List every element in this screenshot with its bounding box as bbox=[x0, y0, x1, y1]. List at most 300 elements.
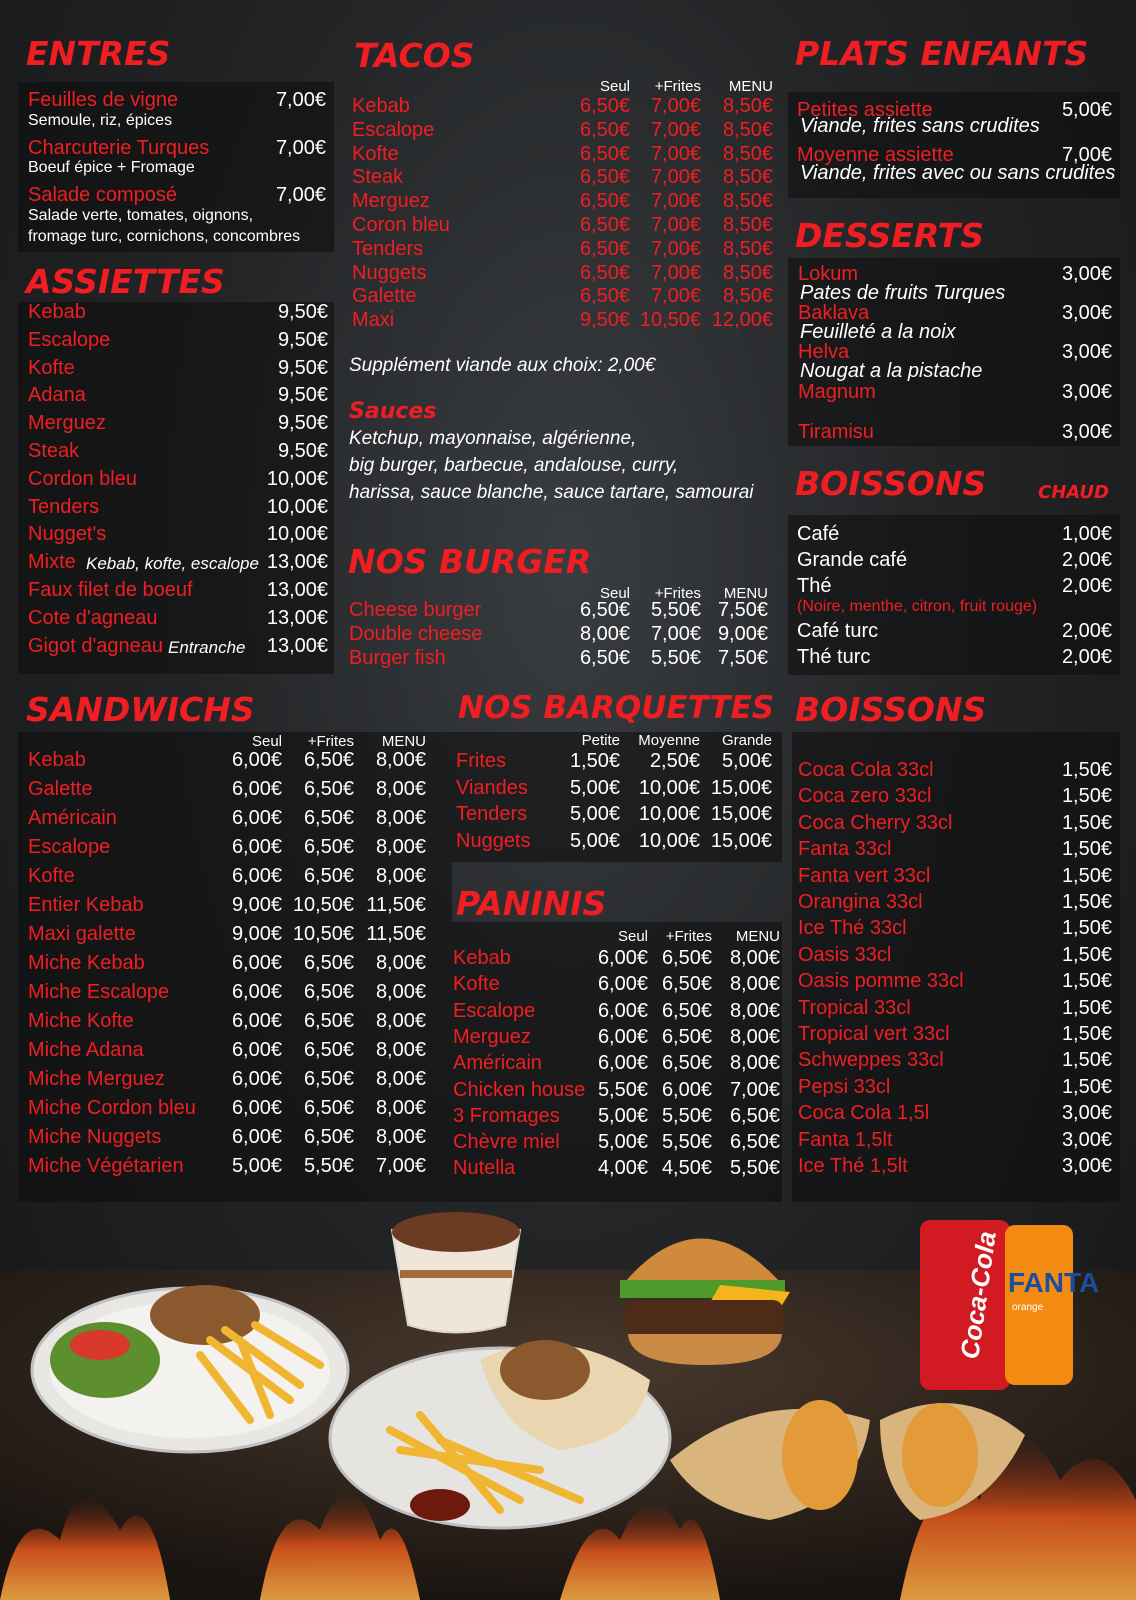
list-item-price: 3,00€ bbox=[1061, 381, 1112, 403]
table-row-name: 3 Fromages bbox=[453, 1104, 560, 1127]
table-row-price: 11,50€ bbox=[366, 894, 426, 916]
list-item-name: Kebab bbox=[28, 301, 86, 323]
table-row-name: Escalope bbox=[352, 118, 435, 141]
list-item-price: 2,00€ bbox=[1061, 549, 1112, 571]
list-item-name: Fanta vert 33cl bbox=[798, 864, 931, 887]
table-row-price: 6,50€ bbox=[579, 118, 630, 141]
table-row-name: Viandes bbox=[456, 776, 528, 799]
list-item-name: Lokum bbox=[798, 263, 859, 285]
list-item-name: Ice Thé 33cl bbox=[798, 917, 907, 940]
table-row-price: 6,00€ bbox=[231, 1010, 282, 1032]
coca-cola-can bbox=[920, 1220, 1010, 1390]
list-item-desc: Viande, frites avec ou sans crudites bbox=[800, 162, 1116, 184]
table-row-name: Miche Merguez bbox=[28, 1068, 165, 1090]
table-row-price: 6,50€ bbox=[579, 142, 630, 165]
table-row-price: 6,50€ bbox=[579, 190, 630, 213]
list-item-name: Kofte bbox=[28, 356, 75, 379]
table-row-price: 4,50€ bbox=[661, 1157, 712, 1180]
list-item-price: 1,50€ bbox=[1061, 864, 1112, 887]
list-item-price: 3,00€ bbox=[1061, 1155, 1112, 1177]
list-item-name: Tenders bbox=[28, 495, 100, 518]
table-row-price: 9,00€ bbox=[231, 894, 282, 916]
sandwichs-heading: SANDWICHS bbox=[26, 690, 255, 729]
table-row-price: 6,50€ bbox=[579, 95, 630, 117]
table-row-name: Escalope bbox=[28, 836, 111, 858]
table-row-name: Miche Kofte bbox=[28, 1010, 134, 1032]
list-item-name: Grande café bbox=[797, 549, 908, 571]
table-row-price: 8,00€ bbox=[375, 952, 426, 974]
table-row-price: 10,50€ bbox=[292, 923, 354, 945]
list-item-name: Nugget's bbox=[28, 523, 107, 546]
table-row-price: 7,00€ bbox=[375, 1155, 426, 1177]
table-row-price: 6,50€ bbox=[661, 999, 712, 1022]
table-row-price: 8,50€ bbox=[722, 261, 773, 284]
list-item-price: 9,50€ bbox=[277, 384, 328, 407]
table-row-price: 10,50€ bbox=[292, 894, 354, 916]
list-item-name: Café turc bbox=[797, 620, 879, 642]
table-row-name: Nuggets bbox=[456, 829, 531, 852]
list-item-name: Tropical vert 33cl bbox=[798, 1023, 950, 1045]
entres-heading: ENTRES bbox=[26, 34, 171, 73]
table-row-price: 5,50€ bbox=[303, 1155, 354, 1177]
assiettes-heading: ASSIETTES bbox=[26, 262, 225, 301]
list-item-name: Moyenne assiette bbox=[797, 144, 954, 166]
column-header: +Frites bbox=[307, 733, 354, 750]
list-item-name: Café bbox=[797, 523, 840, 545]
table-row-price: 10,00€ bbox=[638, 829, 700, 852]
table-row-name: Nuggets bbox=[352, 261, 427, 284]
table-row-price: 6,50€ bbox=[579, 646, 630, 669]
list-item-name: Adana bbox=[28, 384, 86, 407]
list-item-price: 1,50€ bbox=[1061, 1023, 1112, 1045]
list-item-price: 9,50€ bbox=[277, 356, 328, 379]
column-header: Grande bbox=[721, 732, 772, 749]
table-row-price: 6,50€ bbox=[579, 166, 630, 189]
table-row-price: 6,50€ bbox=[303, 1039, 354, 1061]
table-row-price: 6,00€ bbox=[231, 952, 282, 974]
table-row-price: 15,00€ bbox=[710, 803, 772, 825]
table-row-price: 6,50€ bbox=[303, 807, 354, 829]
table-row-price: 6,50€ bbox=[579, 261, 630, 284]
chaud-tag: CHAUD bbox=[1038, 482, 1109, 503]
table-row-name: Chèvre miel bbox=[453, 1131, 560, 1154]
list-item-name: Salade composé bbox=[28, 184, 177, 206]
table-row-price: 8,00€ bbox=[729, 1052, 780, 1075]
table-row-price: 8,00€ bbox=[375, 1097, 426, 1119]
list-item-price: 13,00€ bbox=[266, 634, 328, 657]
table-row-name: Américain bbox=[28, 807, 117, 829]
table-row-price: 8,00€ bbox=[375, 981, 426, 1003]
list-item-price: 10,00€ bbox=[266, 523, 328, 546]
table-row-price: 7,00€ bbox=[650, 166, 701, 189]
list-item-desc: Pates de fruits Turques bbox=[800, 282, 1006, 304]
desserts-heading: DESSERTS bbox=[795, 216, 985, 255]
burger-heading: NOS BURGER bbox=[348, 542, 592, 581]
table-row-price: 7,00€ bbox=[650, 142, 701, 165]
table-row-price: 5,00€ bbox=[597, 1104, 648, 1127]
table-row-price: 7,50€ bbox=[717, 599, 768, 621]
list-item-name: Coca zero 33cl bbox=[798, 785, 932, 808]
list-item-price: 3,00€ bbox=[1061, 263, 1112, 285]
table-row-price: 15,00€ bbox=[710, 829, 772, 852]
list-item-price: 1,50€ bbox=[1061, 811, 1112, 834]
table-row-price: 2,50€ bbox=[649, 750, 700, 772]
table-row-price: 5,00€ bbox=[231, 1155, 282, 1177]
column-header: +Frites bbox=[665, 928, 712, 945]
list-item-desc: Nougat a la pistache bbox=[800, 360, 983, 382]
list-item-price: 13,00€ bbox=[266, 606, 328, 629]
table-row-price: 8,50€ bbox=[722, 237, 773, 260]
list-item-price: 7,00€ bbox=[1061, 144, 1112, 166]
table-row-price: 6,00€ bbox=[231, 981, 282, 1003]
list-item-name: Charcuterie Turques bbox=[28, 137, 210, 159]
column-header: MENU bbox=[735, 928, 780, 945]
table-row-price: 6,50€ bbox=[303, 1010, 354, 1032]
list-item-price: 7,00€ bbox=[275, 184, 326, 206]
list-item-price: 1,50€ bbox=[1061, 917, 1112, 940]
tacos-supplement: Supplément viande aux choix: 2,00€ bbox=[349, 355, 656, 376]
boissons-heading: BOISSONS bbox=[795, 690, 987, 729]
list-item-name: Petites assiette bbox=[797, 99, 933, 121]
table-row-name: Escalope bbox=[453, 999, 536, 1022]
table-row-price: 7,00€ bbox=[650, 622, 701, 645]
table-row-price: 8,50€ bbox=[722, 285, 773, 308]
table-row-price: 5,00€ bbox=[721, 750, 772, 772]
table-row-name: Maxi bbox=[352, 309, 395, 332]
table-row-price: 8,00€ bbox=[375, 1039, 426, 1061]
column-header: MENU bbox=[723, 585, 768, 602]
table-row-price: 7,00€ bbox=[650, 261, 701, 284]
list-item-price: 1,50€ bbox=[1061, 759, 1112, 781]
table-row-price: 8,50€ bbox=[722, 166, 773, 189]
table-row-price: 7,00€ bbox=[729, 1078, 780, 1101]
fanta-logo: FANTA bbox=[1008, 1267, 1100, 1298]
table-row-name: Kofte bbox=[352, 142, 399, 165]
list-item-price: 3,00€ bbox=[1061, 421, 1112, 443]
table-row-price: 6,00€ bbox=[231, 1068, 282, 1090]
list-item-name: Cordon bleu bbox=[28, 467, 137, 490]
table-row-name: Cheese burger bbox=[349, 599, 482, 621]
table-row-name: Tenders bbox=[456, 803, 528, 825]
table-row-price: 8,50€ bbox=[722, 95, 773, 117]
table-row-name: Galette bbox=[352, 285, 417, 308]
list-item-name: Magnum bbox=[798, 381, 876, 403]
table-row-price: 7,00€ bbox=[650, 190, 701, 213]
table-row-price: 6,00€ bbox=[231, 749, 282, 771]
list-item-price: 1,50€ bbox=[1061, 838, 1112, 861]
list-item-price: 9,50€ bbox=[277, 301, 328, 323]
coca-logo: Coca-Cola bbox=[954, 1229, 1002, 1361]
table-row-price: 15,00€ bbox=[710, 776, 772, 799]
table-row-name: Tenders bbox=[352, 237, 424, 260]
list-item-price: 13,00€ bbox=[266, 579, 328, 601]
kebab-meat bbox=[150, 1285, 260, 1345]
list-item-price: 2,00€ bbox=[1061, 620, 1112, 642]
table-row-price: 6,50€ bbox=[579, 214, 630, 236]
list-item-price: 2,00€ bbox=[1061, 575, 1112, 597]
table-row-price: 10,00€ bbox=[638, 776, 700, 799]
list-item-name: Orangina 33cl bbox=[798, 891, 923, 913]
table-row-price: 8,50€ bbox=[722, 142, 773, 165]
burger bbox=[620, 1239, 790, 1366]
sauces-line: harissa, sauce blanche, sauce tartare, samourai bbox=[349, 482, 754, 503]
list-item-name: Oasis pomme 33cl bbox=[798, 970, 964, 993]
list-item-desc: Boeuf épice + Fromage bbox=[28, 159, 195, 176]
list-item-name: Gigot d'agneau bbox=[28, 634, 164, 657]
list-item-price: 1,50€ bbox=[1061, 970, 1112, 993]
table-row-name: Nutella bbox=[453, 1157, 516, 1180]
table-row-price: 5,50€ bbox=[729, 1157, 780, 1180]
table-row-name: Miche Kebab bbox=[28, 952, 145, 974]
table-row-price: 8,00€ bbox=[375, 865, 426, 887]
list-item-name: Mixte bbox=[28, 551, 76, 574]
list-item-price: 13,00€ bbox=[266, 551, 328, 574]
table-row-price: 6,50€ bbox=[303, 1097, 354, 1119]
tacos-heading: TACOS bbox=[354, 36, 475, 75]
list-item-price: 3,00€ bbox=[1061, 1102, 1112, 1125]
table-row-price: 5,50€ bbox=[661, 1104, 712, 1127]
list-item-price: 9,50€ bbox=[277, 412, 328, 435]
table-row-price: 7,00€ bbox=[650, 237, 701, 260]
table-row-price: 6,50€ bbox=[303, 1126, 354, 1148]
table-row-price: 9,50€ bbox=[579, 309, 630, 332]
boissons-chaud-heading: BOISSONS bbox=[795, 464, 987, 503]
column-header: Seul bbox=[617, 928, 648, 945]
paninis-heading: PANINIS bbox=[456, 884, 607, 923]
table-row-price: 7,00€ bbox=[650, 118, 701, 141]
sauces-heading: Sauces bbox=[349, 399, 437, 424]
table-row-price: 6,50€ bbox=[303, 981, 354, 1003]
table-row-name: Kebab bbox=[28, 749, 86, 771]
table-row-price: 6,00€ bbox=[231, 778, 282, 800]
list-item-price: 9,50€ bbox=[277, 328, 328, 351]
table-row-price: 8,00€ bbox=[729, 947, 780, 969]
list-item-price: 1,50€ bbox=[1061, 943, 1112, 966]
table-row-price: 6,00€ bbox=[231, 1039, 282, 1061]
column-header: Moyenne bbox=[638, 732, 700, 749]
table-row-name: Double cheese bbox=[349, 622, 483, 645]
list-item-desc: Semoule, riz, épices bbox=[28, 112, 173, 129]
table-row-price: 6,00€ bbox=[231, 807, 282, 829]
table-row-name: Kebab bbox=[453, 947, 511, 969]
list-item-name: Merguez bbox=[28, 412, 106, 435]
column-header: MENU bbox=[381, 733, 426, 750]
table-row-price: 8,00€ bbox=[375, 807, 426, 829]
list-item-desc: fromage turc, cornichons, concombres bbox=[28, 228, 301, 245]
table-row-price: 8,00€ bbox=[375, 778, 426, 800]
table-row-price: 12,00€ bbox=[711, 309, 773, 332]
table-row-name: Merguez bbox=[352, 190, 430, 213]
table-row-price: 7,00€ bbox=[650, 285, 701, 308]
table-row-price: 6,00€ bbox=[597, 999, 648, 1022]
table-row-price: 6,00€ bbox=[231, 1126, 282, 1148]
table-row-name: Miche Végétarien bbox=[28, 1155, 184, 1177]
list-item-name: Coca Cola 1,5l bbox=[798, 1102, 930, 1125]
list-item-desc: Feuilleté a la noix bbox=[800, 321, 956, 343]
table-row-price: 7,00€ bbox=[650, 95, 701, 117]
list-item-price: 7,00€ bbox=[275, 137, 326, 159]
table-row-price: 8,00€ bbox=[729, 973, 780, 996]
table-row-price: 5,00€ bbox=[597, 1131, 648, 1154]
enfants-heading: PLATS ENFANTS bbox=[795, 34, 1089, 73]
table-row-price: 6,50€ bbox=[303, 778, 354, 800]
table-row-price: 8,00€ bbox=[579, 622, 630, 645]
barquettes-heading: NOS BARQUETTES bbox=[458, 690, 775, 726]
table-row-price: 6,00€ bbox=[661, 1078, 712, 1101]
list-item-name: Fanta 33cl bbox=[798, 838, 892, 861]
table-row-price: 7,50€ bbox=[717, 646, 768, 669]
list-item-price: 1,50€ bbox=[1061, 996, 1112, 1019]
sauces-line: big burger, barbecue, andalouse, curry, bbox=[349, 455, 679, 476]
list-item-name: Thé bbox=[797, 575, 832, 597]
list-item-price: 1,00€ bbox=[1061, 523, 1112, 545]
table-row-name: Burger fish bbox=[349, 646, 446, 669]
table-row-price: 6,00€ bbox=[231, 836, 282, 858]
table-row-price: 8,00€ bbox=[375, 1068, 426, 1090]
table-row-price: 8,00€ bbox=[375, 749, 426, 771]
table-row-price: 6,00€ bbox=[597, 1052, 648, 1075]
table-row-name: Galette bbox=[28, 778, 93, 800]
column-header: +Frites bbox=[654, 78, 701, 95]
table-row-price: 5,00€ bbox=[569, 803, 620, 825]
table-row-price: 6,50€ bbox=[579, 237, 630, 260]
list-item-note: Kebab, kofte, escalope bbox=[86, 554, 259, 574]
list-item-desc: Viande, frites sans crudites bbox=[800, 115, 1040, 137]
food-illustration bbox=[0, 1200, 1136, 1600]
list-item-name: Baklava bbox=[798, 302, 870, 324]
table-row-price: 6,50€ bbox=[579, 599, 630, 621]
table-row-price: 5,50€ bbox=[650, 646, 701, 669]
table-row-price: 6,50€ bbox=[303, 865, 354, 887]
list-item-price: 1,50€ bbox=[1061, 785, 1112, 808]
table-row-name: Chicken house bbox=[453, 1078, 586, 1101]
list-item-name: Feuilles de vigne bbox=[28, 89, 179, 111]
list-item-name: Cote d'agneau bbox=[28, 606, 158, 629]
list-item-name: Ice Thé 1,5lt bbox=[798, 1155, 908, 1177]
table-row-price: 7,00€ bbox=[650, 214, 701, 236]
table-row-price: 6,50€ bbox=[661, 947, 712, 969]
column-header: Seul bbox=[599, 78, 630, 95]
table-row-name: Miche Escalope bbox=[28, 981, 170, 1003]
table-row-price: 6,50€ bbox=[661, 1025, 712, 1048]
table-row-price: 10,50€ bbox=[639, 309, 701, 332]
list-item-price: 1,50€ bbox=[1061, 891, 1112, 913]
table-row-name: Merguez bbox=[453, 1025, 531, 1048]
column-header: MENU bbox=[728, 78, 773, 95]
table-row-price: 8,00€ bbox=[375, 1126, 426, 1148]
list-item-name: Steak bbox=[28, 440, 80, 462]
list-item-price: 1,50€ bbox=[1061, 1075, 1112, 1098]
table-row-price: 9,00€ bbox=[717, 622, 768, 645]
table-row-price: 6,00€ bbox=[231, 865, 282, 887]
list-item-price: 3,00€ bbox=[1061, 302, 1112, 324]
list-item-price: 3,00€ bbox=[1061, 341, 1112, 363]
fanta-sub: orange bbox=[1012, 1302, 1044, 1313]
table-row-price: 6,50€ bbox=[303, 952, 354, 974]
list-item-name: Coca Cherry 33cl bbox=[798, 811, 953, 834]
table-row-price: 6,50€ bbox=[579, 285, 630, 308]
table-row-name: Américain bbox=[453, 1052, 542, 1075]
table-row-name: Coron bleu bbox=[352, 214, 450, 236]
table-row-price: 1,50€ bbox=[569, 750, 620, 772]
list-item-name: Thé turc bbox=[797, 646, 871, 668]
list-item-price: 7,00€ bbox=[275, 89, 326, 111]
table-row-name: Steak bbox=[352, 166, 404, 189]
table-row-price: 8,00€ bbox=[375, 1010, 426, 1032]
table-row-price: 6,50€ bbox=[303, 749, 354, 771]
list-item-name: Oasis 33cl bbox=[798, 943, 892, 966]
table-row-price: 4,00€ bbox=[597, 1157, 648, 1180]
table-row-name: Miche Cordon bleu bbox=[28, 1097, 196, 1119]
table-row-price: 10,00€ bbox=[638, 803, 700, 825]
list-item-price: 3,00€ bbox=[1061, 1128, 1112, 1151]
column-header: Seul bbox=[599, 585, 630, 602]
list-item-name: Schweppes 33cl bbox=[798, 1049, 944, 1072]
list-item-name: Escalope bbox=[28, 328, 111, 351]
table-row-price: 6,00€ bbox=[231, 1097, 282, 1119]
table-row-price: 6,00€ bbox=[597, 947, 648, 969]
table-row-price: 8,50€ bbox=[722, 190, 773, 213]
column-header: Petite bbox=[581, 732, 620, 749]
table-row-name: Kebab bbox=[352, 95, 410, 117]
table-row-name: Kofte bbox=[453, 973, 500, 996]
table-row-price: 8,50€ bbox=[722, 118, 773, 141]
column-header: +Frites bbox=[654, 585, 701, 602]
table-row-name: Miche Nuggets bbox=[28, 1126, 162, 1148]
table-row-name: Miche Adana bbox=[28, 1039, 144, 1061]
list-item-price: 10,00€ bbox=[266, 495, 328, 518]
table-row-name: Maxi galette bbox=[28, 923, 136, 945]
table-row-price: 6,50€ bbox=[303, 836, 354, 858]
table-row-price: 6,50€ bbox=[303, 1068, 354, 1090]
table-row-price: 6,50€ bbox=[729, 1131, 780, 1154]
list-item-name: Tropical 33cl bbox=[798, 996, 911, 1019]
table-row-name: Entier Kebab bbox=[28, 894, 144, 916]
table-row-price: 5,50€ bbox=[650, 599, 701, 621]
list-item-name: Fanta 1,5lt bbox=[798, 1128, 893, 1151]
list-item-name: Faux filet de boeuf bbox=[28, 579, 193, 601]
list-item-name: Helva bbox=[798, 341, 850, 363]
table-row-price: 5,00€ bbox=[569, 776, 620, 799]
list-item-price: 1,50€ bbox=[1061, 1049, 1112, 1072]
list-item-note: (Noire, menthe, citron, fruit rouge) bbox=[797, 598, 1038, 615]
list-item-price: 5,00€ bbox=[1061, 99, 1112, 121]
sauces-line: Ketchup, mayonnaise, algérienne, bbox=[349, 428, 637, 449]
table-row-price: 11,50€ bbox=[366, 923, 426, 945]
table-row-price: 5,50€ bbox=[597, 1078, 648, 1101]
sauce-cup bbox=[410, 1489, 470, 1521]
list-item-name: Tiramisu bbox=[798, 421, 874, 443]
list-item-name: Pepsi 33cl bbox=[798, 1075, 891, 1098]
table-row-name: Kofte bbox=[28, 865, 75, 887]
table-row-price: 6,00€ bbox=[597, 973, 648, 996]
list-item-name: Coca Cola 33cl bbox=[798, 759, 934, 781]
table-row-name: Frites bbox=[456, 750, 506, 772]
table-row-price: 8,00€ bbox=[729, 999, 780, 1022]
table-row-price: 8,00€ bbox=[375, 836, 426, 858]
list-item-note: Entranche bbox=[168, 637, 246, 657]
table-row-price: 8,50€ bbox=[722, 214, 773, 236]
table-row-price: 6,00€ bbox=[597, 1025, 648, 1048]
list-item-price: 10,00€ bbox=[266, 467, 328, 490]
table-row-price: 9,00€ bbox=[231, 923, 282, 945]
list-item-price: 2,00€ bbox=[1061, 646, 1112, 668]
table-row-price: 6,50€ bbox=[661, 1052, 712, 1075]
table-row-price: 8,00€ bbox=[729, 1025, 780, 1048]
list-item-price: 9,50€ bbox=[277, 440, 328, 462]
table-row-price: 6,50€ bbox=[729, 1104, 780, 1127]
list-item-desc: Salade verte, tomates, oignons, bbox=[28, 207, 254, 224]
